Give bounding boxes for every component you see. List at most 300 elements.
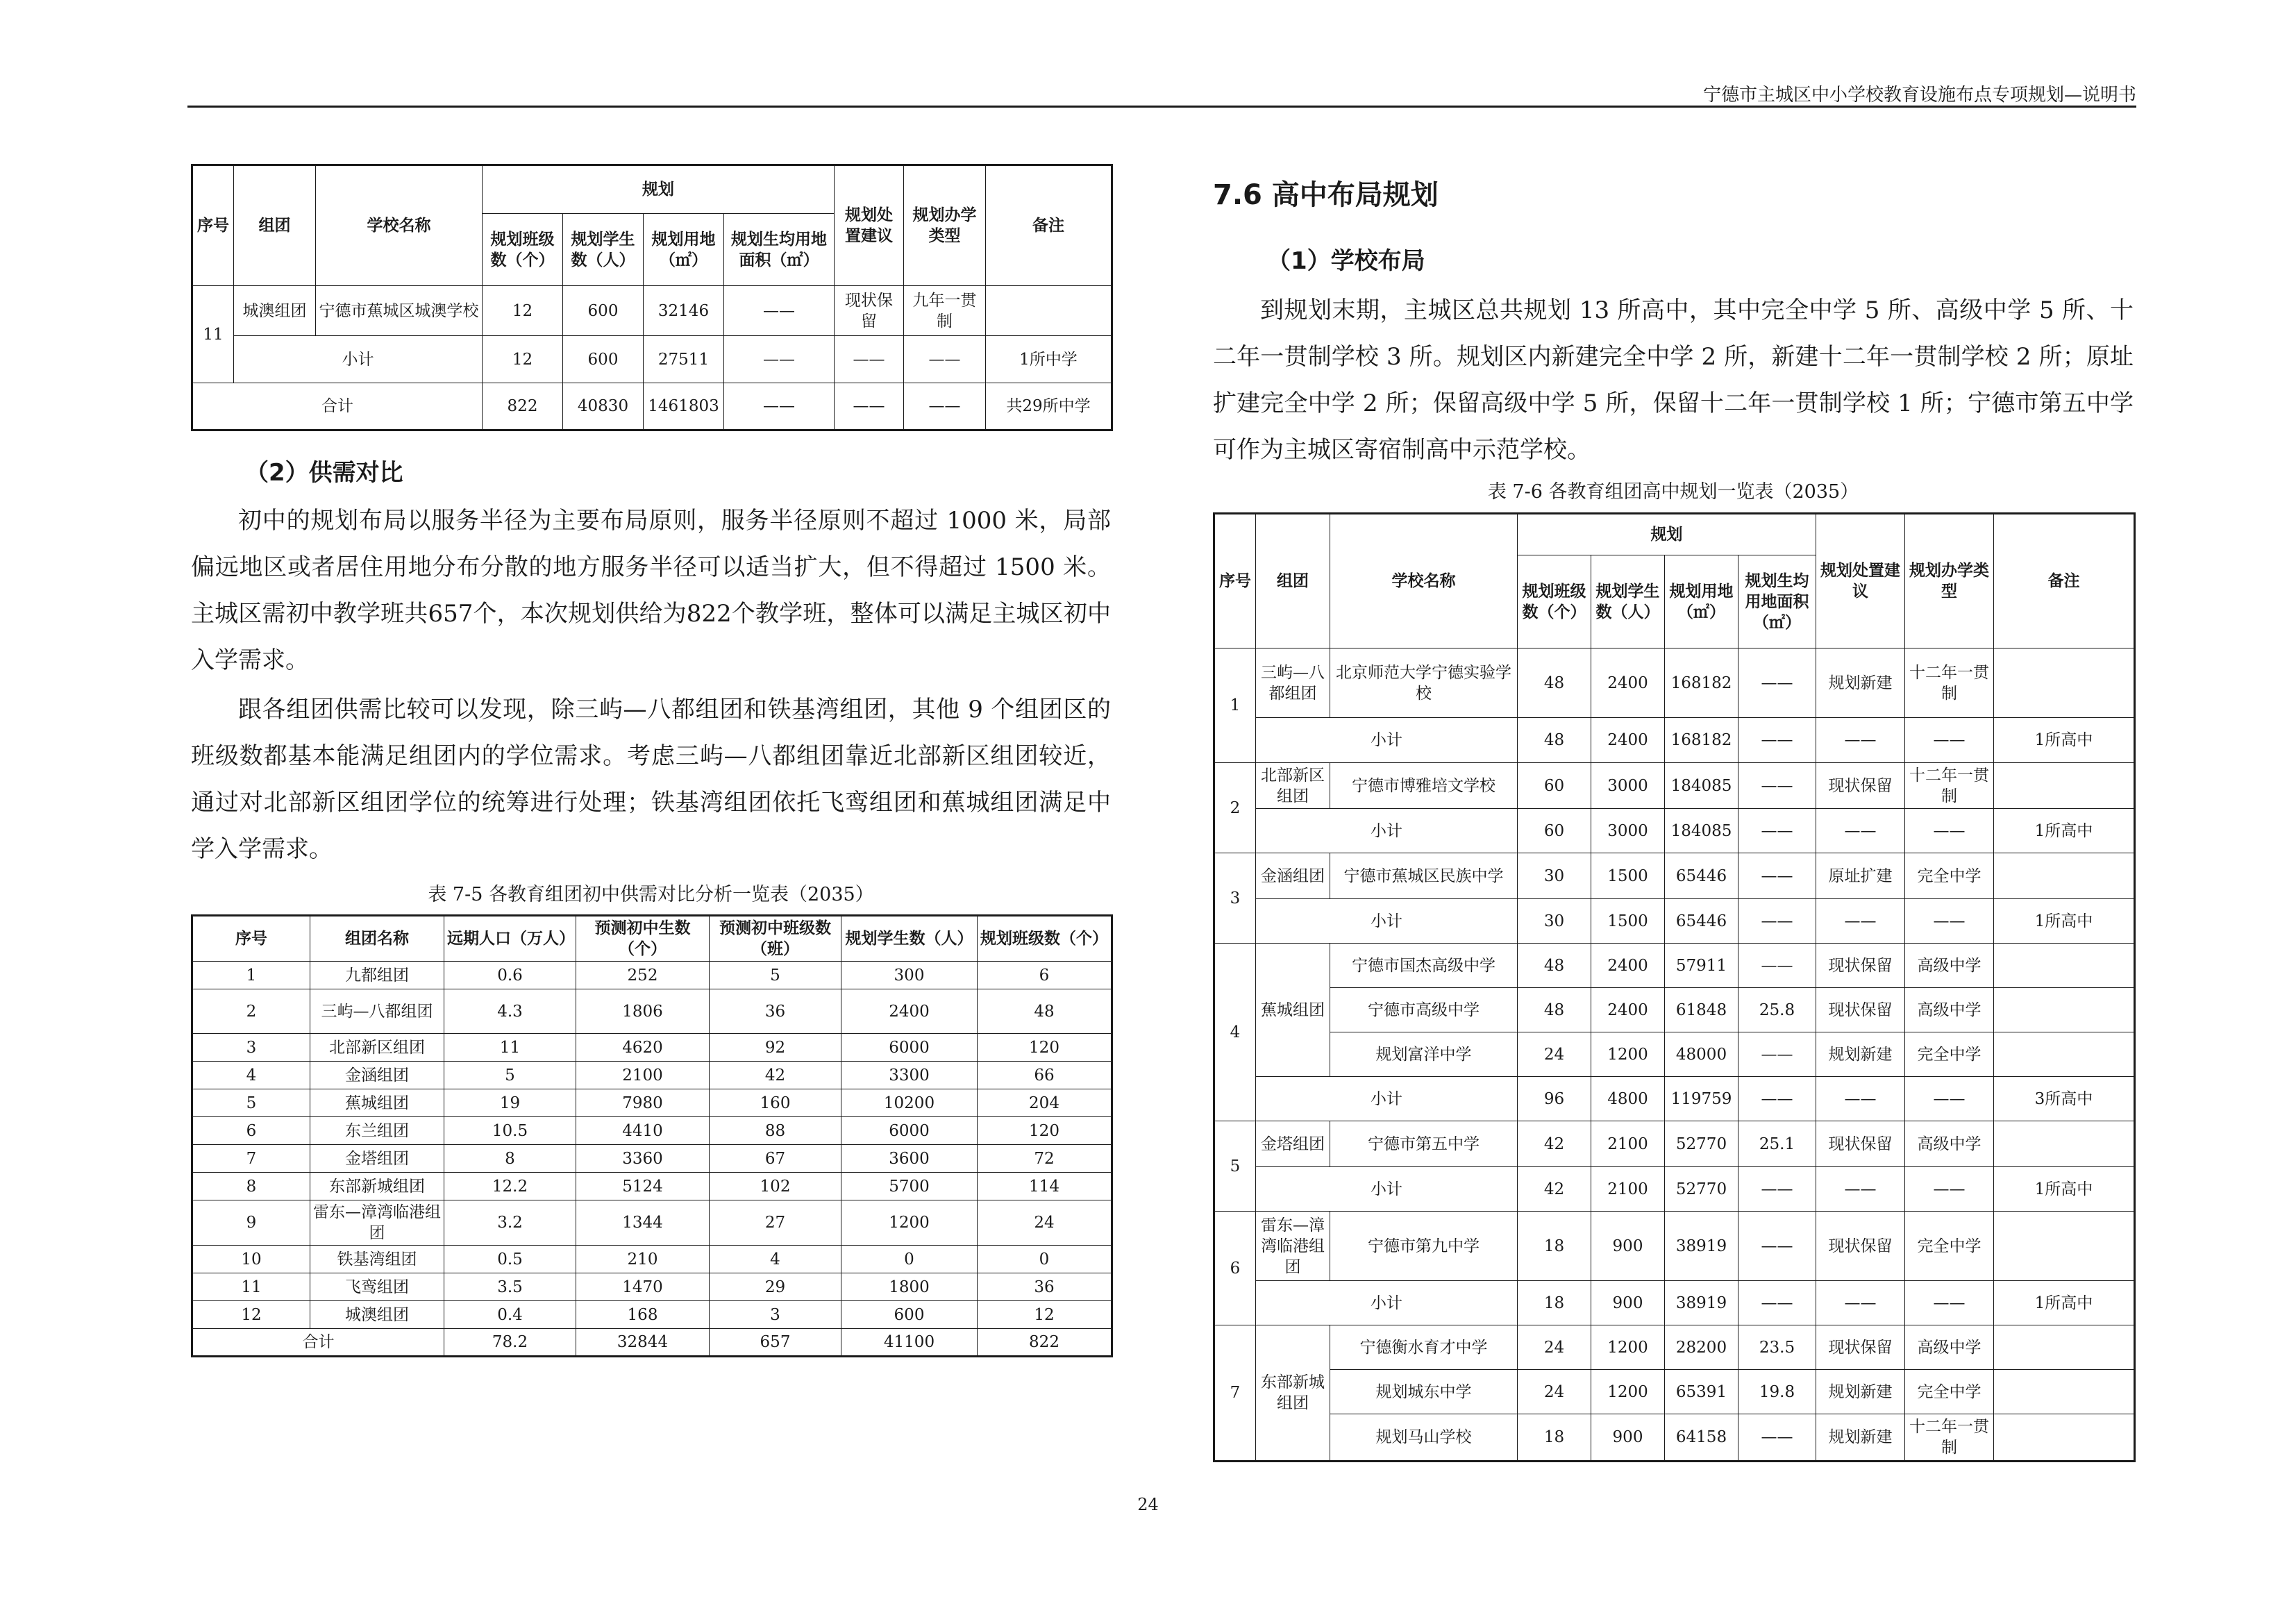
cell: 6000 <box>841 1117 978 1145</box>
cell: 1806 <box>576 989 710 1034</box>
cell: 5700 <box>841 1173 978 1200</box>
table-row-subtotal <box>192 336 1112 383</box>
cell: 52770 <box>1665 1167 1738 1212</box>
cell: —— <box>1738 1167 1816 1212</box>
paragraph: 跟各组团供需比较可以发现，除三屿—八都组团和铁基湾组团，其他 9 个组团区的班级数都基本能满足组团内的学位需求。考虑三屿—八都组团靠近北部新区组团较近，通过对北部新区组团学位的统筹进行处理；铁基湾组团依托飞鸾组团和蕉城组团满足中学入学需求。 <box>191 696 1111 863</box>
cell: 2100 <box>576 1062 710 1089</box>
cell: 现状保留 <box>1816 763 1905 809</box>
cell: 184085 <box>1665 809 1738 853</box>
cell <box>1994 1212 2135 1281</box>
cell: 合计 <box>192 383 483 430</box>
cell: 规划富洋中学 <box>1330 1032 1518 1077</box>
cell: 城澳组团 <box>310 1301 444 1329</box>
cell: 宁德市第九中学 <box>1330 1212 1518 1281</box>
th-planned-students: 规划学生数（人） <box>841 916 978 962</box>
th-population: 远期人口（万人） <box>444 916 576 962</box>
cell: 1800 <box>841 1273 978 1301</box>
cell: 规划新建 <box>1816 1370 1905 1414</box>
cell <box>1994 944 2135 988</box>
cell <box>1994 853 2135 899</box>
cell: 0 <box>841 1246 978 1273</box>
th-advice: 规划处置建议 <box>835 165 904 286</box>
cell: 1所高中 <box>1994 1281 2135 1325</box>
cell: —— <box>1738 718 1816 763</box>
cell: 现状保留 <box>835 286 904 336</box>
cell: —— <box>1905 809 1994 853</box>
section-title: 7.6 高中布局规划 <box>1213 179 1439 211</box>
cell: 十二年一贯制 <box>1905 648 1994 718</box>
cell: 北部新区组团 <box>1256 763 1330 809</box>
th-note: 备注 <box>1994 514 2135 648</box>
cell: 东部新城组团 <box>310 1173 444 1200</box>
th-note: 备注 <box>986 165 1112 286</box>
cell: 657 <box>710 1329 841 1357</box>
cell: 28200 <box>1665 1325 1738 1370</box>
section-heading-layout: （1）学校布局 <box>1267 247 1425 275</box>
th-seq: 序号 <box>1214 514 1256 648</box>
table-row <box>1214 1325 2135 1370</box>
cell: 规划新建 <box>1816 1414 1905 1462</box>
cell: 东兰组团 <box>310 1117 444 1145</box>
cell: 1470 <box>576 1273 710 1301</box>
th-predicted-students: 预测初中生数（个） <box>576 916 710 962</box>
table-row <box>1214 1032 2135 1077</box>
cell: 4800 <box>1591 1077 1665 1121</box>
cell: 现状保留 <box>1816 944 1905 988</box>
cell: 3300 <box>841 1062 978 1089</box>
cell: —— <box>1816 718 1905 763</box>
cell: 96 <box>1518 1077 1591 1121</box>
cell: 2400 <box>1591 648 1665 718</box>
cell: 92 <box>710 1034 841 1062</box>
cell: 120 <box>978 1034 1112 1062</box>
cell: 高级中学 <box>1905 1121 1994 1167</box>
cell: 900 <box>1591 1212 1665 1281</box>
cell: 4 <box>192 1062 310 1089</box>
th-school: 学校名称 <box>316 165 483 286</box>
table-row <box>192 989 1112 1034</box>
th-classes: 规划班级数（个） <box>1518 555 1591 648</box>
cell: 7 <box>192 1145 310 1173</box>
cell: 38919 <box>1665 1212 1738 1281</box>
cell: 29 <box>710 1273 841 1301</box>
cell: 25.8 <box>1738 988 1816 1032</box>
cell: 6 <box>192 1117 310 1145</box>
cell: 高级中学 <box>1905 988 1994 1032</box>
cell: 48 <box>1518 648 1591 718</box>
cell: 11 <box>192 286 234 383</box>
cell: 57911 <box>1665 944 1738 988</box>
page-header: 宁德市主城区中小学校教育设施布点专项规划—说明书 <box>1702 85 2136 106</box>
cell: —— <box>1738 899 1816 944</box>
cell: 4620 <box>576 1034 710 1062</box>
cell: 65446 <box>1665 853 1738 899</box>
cell: 2100 <box>1591 1121 1665 1167</box>
cell: 822 <box>978 1329 1112 1357</box>
high-school-plan-table <box>1213 512 2136 1462</box>
cell: 300 <box>841 962 978 989</box>
cell: 1 <box>1214 648 1256 763</box>
cell: 2 <box>192 989 310 1034</box>
table-row-subtotal <box>1214 1077 2135 1121</box>
cell: 1所高中 <box>1994 1167 2135 1212</box>
cell: —— <box>724 286 835 336</box>
cell: —— <box>1738 809 1816 853</box>
cell: 102 <box>710 1173 841 1200</box>
cell: 11 <box>444 1034 576 1062</box>
cell: 19 <box>444 1089 576 1117</box>
cell: 36 <box>710 989 841 1034</box>
th-students: 规划学生数（人） <box>1591 555 1665 648</box>
table-row <box>1214 763 2135 809</box>
cell: 10 <box>192 1246 310 1273</box>
cell: 高级中学 <box>1905 944 1994 988</box>
cell: 24 <box>1518 1325 1591 1370</box>
cell: —— <box>904 383 986 430</box>
cell: —— <box>1738 763 1816 809</box>
cell: 北京师范大学宁德实验学校 <box>1330 648 1518 718</box>
header-rule <box>187 106 2136 108</box>
cell: 2100 <box>1591 1167 1665 1212</box>
cell: 24 <box>1518 1370 1591 1414</box>
cell: 1所高中 <box>1994 899 2135 944</box>
cell: 宁德市蕉城区民族中学 <box>1330 853 1518 899</box>
cell: 160 <box>710 1089 841 1117</box>
cell: 24 <box>978 1200 1112 1246</box>
cell: 72 <box>978 1145 1112 1173</box>
cell: 规划新建 <box>1816 1032 1905 1077</box>
cell: 5 <box>444 1062 576 1089</box>
cell: 3000 <box>1591 763 1665 809</box>
cell: 雷东—漳湾临港组团 <box>1256 1212 1330 1281</box>
cell: 78.2 <box>444 1329 576 1357</box>
table-row <box>1214 1121 2135 1167</box>
cell: 十二年一贯制 <box>1905 1414 1994 1462</box>
cell: 2 <box>1214 763 1256 853</box>
cell: 0 <box>978 1246 1112 1273</box>
cell: 小计 <box>1256 809 1518 853</box>
cell: 48 <box>1518 718 1591 763</box>
th-predicted-classes: 预测初中班级数（班） <box>710 916 841 962</box>
cell: 2400 <box>1591 718 1665 763</box>
cell: 0.5 <box>444 1246 576 1273</box>
cell: 42 <box>710 1062 841 1089</box>
cell: 8 <box>444 1145 576 1173</box>
table-caption: 表 7-5 各教育组团初中供需对比分析一览表（2035） <box>428 884 874 905</box>
cell <box>1994 1414 2135 1462</box>
cell: 三屿—八都组团 <box>310 989 444 1034</box>
cell: 4410 <box>576 1117 710 1145</box>
cell: 32844 <box>576 1329 710 1357</box>
table-row <box>192 962 1112 989</box>
cell: 168182 <box>1665 648 1738 718</box>
th-per: 规划生均用地面积（㎡） <box>1738 555 1816 648</box>
cell <box>986 286 1112 336</box>
cell: 60 <box>1518 763 1591 809</box>
table-row <box>192 1246 1112 1273</box>
cell: 48000 <box>1665 1032 1738 1077</box>
th-land: 规划用地（㎡） <box>644 214 724 286</box>
cell: 规划新建 <box>1816 648 1905 718</box>
cell: 宁德市蕉城区城澳学校 <box>316 286 483 336</box>
cell: 1461803 <box>644 383 724 430</box>
cell: —— <box>1738 648 1816 718</box>
th-plan: 规划 <box>1518 514 1816 555</box>
cell: 小计 <box>1256 718 1518 763</box>
cell: 1344 <box>576 1200 710 1246</box>
cell: 168 <box>576 1301 710 1329</box>
cell: —— <box>1816 899 1905 944</box>
cell: 41100 <box>841 1329 978 1357</box>
cell: 600 <box>563 336 644 383</box>
cell: 38919 <box>1665 1281 1738 1325</box>
cell: 金塔组团 <box>310 1145 444 1173</box>
cell: 小计 <box>1256 1281 1518 1325</box>
cell: 1200 <box>841 1200 978 1246</box>
cell: 金涵组团 <box>310 1062 444 1089</box>
th-per: 规划生均用地面积（㎡） <box>724 214 835 286</box>
th-group-name: 组团名称 <box>310 916 444 962</box>
cell: 30 <box>1518 853 1591 899</box>
cell: —— <box>835 336 904 383</box>
cell: 2400 <box>1591 944 1665 988</box>
cell: 现状保留 <box>1816 1325 1905 1370</box>
cell: 小计 <box>234 336 483 383</box>
cell: 12 <box>192 1301 310 1329</box>
th-group: 组团 <box>234 165 316 286</box>
th-students: 规划学生数（人） <box>563 214 644 286</box>
th-type: 规划办学类型 <box>904 165 986 286</box>
cell: 19.8 <box>1738 1370 1816 1414</box>
table-row <box>192 1173 1112 1200</box>
cell: 现状保留 <box>1816 988 1905 1032</box>
table-row <box>1214 1370 2135 1414</box>
table-row <box>192 286 1112 336</box>
cell: 30 <box>1518 899 1591 944</box>
table-row <box>192 1034 1112 1062</box>
cell: 4 <box>710 1246 841 1273</box>
cell: 九都组团 <box>310 962 444 989</box>
th-type: 规划办学类型 <box>1905 514 1994 648</box>
cell: 1200 <box>1591 1032 1665 1077</box>
cell: —— <box>1905 1077 1994 1121</box>
cell: —— <box>835 383 904 430</box>
cell: 7980 <box>576 1089 710 1117</box>
cell: 蕉城组团 <box>310 1089 444 1117</box>
cell <box>1994 648 2135 718</box>
cell: 完全中学 <box>1905 1370 1994 1414</box>
cell: 600 <box>563 286 644 336</box>
table-row-subtotal <box>1214 809 2135 853</box>
cell: 1500 <box>1591 853 1665 899</box>
cell: 184085 <box>1665 763 1738 809</box>
cell: —— <box>1738 944 1816 988</box>
table-row <box>192 1117 1112 1145</box>
cell: 12 <box>483 336 563 383</box>
cell: 3000 <box>1591 809 1665 853</box>
cell: 600 <box>841 1301 978 1329</box>
cell: 25.1 <box>1738 1121 1816 1167</box>
cell: —— <box>1738 1212 1816 1281</box>
right-column <box>1213 164 2134 1462</box>
th-school: 学校名称 <box>1330 514 1518 648</box>
cell: —— <box>1738 1414 1816 1462</box>
cell: —— <box>1738 853 1816 899</box>
cell: 高级中学 <box>1905 1325 1994 1370</box>
table-row <box>1214 988 2135 1032</box>
cell: 雷东—漳湾临港组团 <box>310 1200 444 1246</box>
cell: 3.5 <box>444 1273 576 1301</box>
cell: 3 <box>710 1301 841 1329</box>
cell: 北部新区组团 <box>310 1034 444 1062</box>
table-row-total <box>192 1329 1112 1357</box>
cell: 5124 <box>576 1173 710 1200</box>
cell: 蕉城组团 <box>1256 944 1330 1077</box>
cell: 12 <box>483 286 563 336</box>
th-planned-classes: 规划班级数（个） <box>978 916 1112 962</box>
cell: 5 <box>1214 1121 1256 1212</box>
cell: 十二年一贯制 <box>1905 763 1994 809</box>
table-row-subtotal <box>1214 1281 2135 1325</box>
cell: —— <box>904 336 986 383</box>
cell: 12 <box>978 1301 1112 1329</box>
th-seq: 序号 <box>192 916 310 962</box>
cell: 3360 <box>576 1145 710 1173</box>
cell: 1500 <box>1591 899 1665 944</box>
cell: —— <box>1738 1077 1816 1121</box>
cell: 规划马山学校 <box>1330 1414 1518 1462</box>
paragraph: 到规划末期，主城区总共规划 13 所高中，其中完全中学 5 所、高级中学 5 所、十二年一贯制学校 3 所。规划区内新建完全中学 2 所，新建十二年一贯制学校 2 所；原址扩建完全中学 2 所；保留高级中学 5 所，保留十二年一贯制学校 1 所；宁德市第五中学可作为主城区寄宿制高中示范学校。 <box>1213 296 2134 464</box>
cell: 5 <box>710 962 841 989</box>
cell: 12.2 <box>444 1173 576 1200</box>
cell: 1200 <box>1591 1370 1665 1414</box>
cell: —— <box>1905 899 1994 944</box>
cell: 11 <box>192 1273 310 1301</box>
cell: 64158 <box>1665 1414 1738 1462</box>
cell: 27511 <box>644 336 724 383</box>
th-seq: 序号 <box>192 165 234 286</box>
cell: —— <box>1738 1281 1816 1325</box>
cell: 完全中学 <box>1905 853 1994 899</box>
cell: 48 <box>978 989 1112 1034</box>
cell: 共29所中学 <box>986 383 1112 430</box>
cell: 宁德市博雅培文学校 <box>1330 763 1518 809</box>
table-row <box>1214 1414 2135 1462</box>
cell: 120 <box>978 1117 1112 1145</box>
th-classes: 规划班级数（个） <box>483 214 563 286</box>
cell: 九年一贯制 <box>904 286 986 336</box>
cell: 1所高中 <box>1994 718 2135 763</box>
cell <box>1994 1121 2135 1167</box>
table-row <box>192 1200 1112 1246</box>
cell: 168182 <box>1665 718 1738 763</box>
cell: 3所高中 <box>1994 1077 2135 1121</box>
cell: —— <box>1905 1281 1994 1325</box>
cell: 完全中学 <box>1905 1032 1994 1077</box>
table-row <box>192 1089 1112 1117</box>
table-row <box>192 1062 1112 1089</box>
supply-demand-table <box>191 914 1113 1357</box>
cell: —— <box>1905 718 1994 763</box>
cell: —— <box>1738 1032 1816 1077</box>
cell: 0.6 <box>444 962 576 989</box>
cell: 88 <box>710 1117 841 1145</box>
cell: 2400 <box>1591 988 1665 1032</box>
paragraph: 初中的规划布局以服务半径为主要布局原则，服务半径原则不超过 1000 米，局部偏远地区或者居住用地分布分散的地方服务半径可以适当扩大，但不得超过 1500 米。主城区需初中教学班共657个，本次规划供给为822个教学班，整体可以满足主城区初中入学需求。 <box>191 507 1111 674</box>
cell: 8 <box>192 1173 310 1200</box>
cell: 三屿—八都组团 <box>1256 648 1330 718</box>
cell: 67 <box>710 1145 841 1173</box>
cell: 900 <box>1591 1281 1665 1325</box>
cell: 东部新城组团 <box>1256 1325 1330 1462</box>
cell: 0.4 <box>444 1301 576 1329</box>
cell: 10200 <box>841 1089 978 1117</box>
cell: 66 <box>978 1062 1112 1089</box>
left-column <box>191 164 1111 1357</box>
cell: 5 <box>192 1089 310 1117</box>
cell: —— <box>1816 1167 1905 1212</box>
cell: 规划城东中学 <box>1330 1370 1518 1414</box>
table-row <box>192 1301 1112 1329</box>
cell: —— <box>724 383 835 430</box>
cell: 1所高中 <box>1994 809 2135 853</box>
cell: 宁德市国杰高级中学 <box>1330 944 1518 988</box>
cell: 18 <box>1518 1212 1591 1281</box>
th-plan: 规划 <box>483 165 835 214</box>
cell: 65391 <box>1665 1370 1738 1414</box>
table-row-total <box>192 383 1112 430</box>
cell: 65446 <box>1665 899 1738 944</box>
cell <box>1994 763 2135 809</box>
cell: 42 <box>1518 1121 1591 1167</box>
cell: 24 <box>1518 1032 1591 1077</box>
cell: 61848 <box>1665 988 1738 1032</box>
cell: 飞鸾组团 <box>310 1273 444 1301</box>
cell <box>1994 1370 2135 1414</box>
cell <box>1994 988 2135 1032</box>
cell: 小计 <box>1256 1167 1518 1212</box>
cell: 完全中学 <box>1905 1212 1994 1281</box>
cell: 60 <box>1518 809 1591 853</box>
cell: 现状保留 <box>1816 1212 1905 1281</box>
table-row-subtotal <box>1214 1167 2135 1212</box>
section-heading-supply: （2）供需对比 <box>245 459 403 487</box>
cell: 1 <box>192 962 310 989</box>
cell: —— <box>1905 1167 1994 1212</box>
th-land: 规划用地（㎡） <box>1665 555 1738 648</box>
cell: 1200 <box>1591 1325 1665 1370</box>
cell: 27 <box>710 1200 841 1246</box>
th-advice: 规划处置建议 <box>1816 514 1905 648</box>
cell: 宁德市第五中学 <box>1330 1121 1518 1167</box>
cell: —— <box>1816 1281 1905 1325</box>
cell: 6000 <box>841 1034 978 1062</box>
cell: 2400 <box>841 989 978 1034</box>
cell: 23.5 <box>1738 1325 1816 1370</box>
cell: 现状保留 <box>1816 1121 1905 1167</box>
cell: 900 <box>1591 1414 1665 1462</box>
table-row <box>1214 944 2135 988</box>
cell: 114 <box>978 1173 1112 1200</box>
cell: —— <box>724 336 835 383</box>
cell: 40830 <box>563 383 644 430</box>
table-row <box>192 1273 1112 1301</box>
cell: 3600 <box>841 1145 978 1173</box>
cell: 48 <box>1518 944 1591 988</box>
cell: —— <box>1816 1077 1905 1121</box>
table-row <box>192 1145 1112 1173</box>
cell <box>1994 1325 2135 1370</box>
